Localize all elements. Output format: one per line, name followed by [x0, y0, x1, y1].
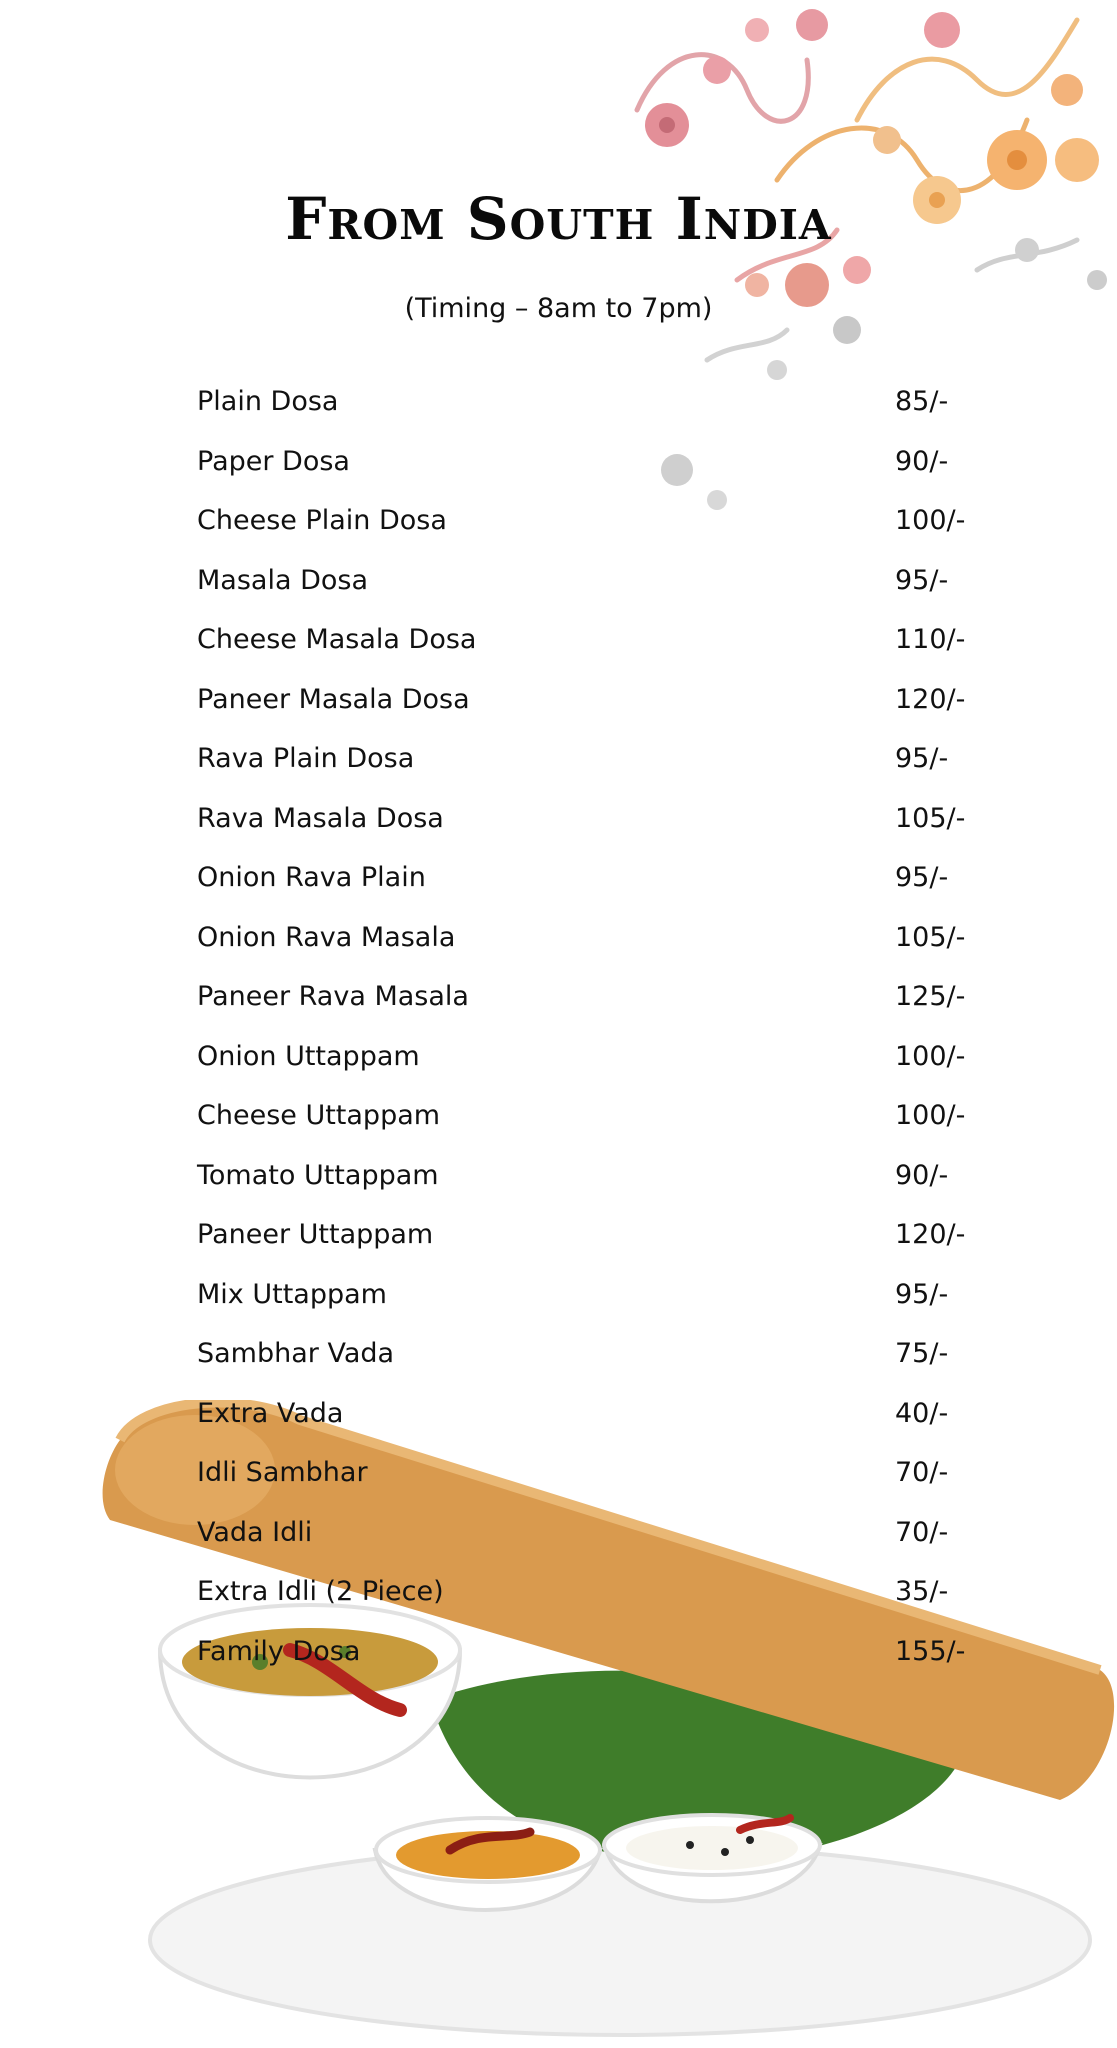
menu-item-name: Plain Dosa: [197, 386, 339, 417]
menu-item-name: Mix Uttappam: [197, 1278, 387, 1310]
menu-item-name: Cheese Uttappam: [197, 1100, 441, 1131]
menu-item-row: [197, 1513, 997, 1573]
menu-item-name: Idli Sambhar: [197, 1457, 368, 1488]
menu-item-price: 90/-: [895, 445, 949, 477]
menu-item-name: Family Dosa: [197, 1635, 361, 1667]
menu-item-price: 105/-: [895, 802, 966, 834]
menu-item-row: [197, 501, 997, 561]
menu-item-price: 110/-: [895, 624, 966, 655]
menu-item-price: 35/-: [895, 1576, 949, 1607]
menu-item-name: Onion Rava Masala: [197, 921, 456, 953]
menu-item-row: [197, 561, 997, 621]
menu-item-row: [197, 1453, 997, 1513]
menu-item-name: Sambhar Vada: [197, 1338, 395, 1369]
menu-item-row: [197, 1275, 997, 1335]
menu-item-row: [197, 1096, 997, 1156]
menu-item-price: 95/-: [895, 743, 949, 774]
menu-item-price: 75/-: [895, 1338, 949, 1369]
menu-item-row: [197, 977, 997, 1037]
menu-item-name: Onion Uttappam: [197, 1040, 420, 1072]
menu-item-name: Paneer Rava Masala: [197, 981, 469, 1012]
menu-item-name: Extra Vada: [197, 1397, 344, 1429]
menu-item-name: Cheese Plain Dosa: [197, 505, 447, 536]
menu-item-name: Paneer Masala Dosa: [197, 683, 470, 715]
menu-item-name: Cheese Masala Dosa: [197, 624, 477, 655]
menu-item-name: Extra Idli (2 Piece): [197, 1576, 444, 1607]
menu-item-row: [197, 858, 997, 918]
menu-item-row: [197, 918, 997, 978]
menu-item-name: Tomato Uttappam: [197, 1159, 439, 1191]
menu-item-row: [197, 739, 997, 799]
menu-title: From South India: [285, 185, 832, 253]
menu-timing: (Timing – 8am to 7pm): [404, 293, 713, 324]
menu-item-name: Masala Dosa: [197, 564, 369, 596]
menu-item-row: [197, 382, 997, 442]
menu-item-row: [197, 1394, 997, 1454]
menu-list: [197, 382, 997, 1691]
menu-item-row: [197, 1572, 997, 1632]
menu-item-price: 125/-: [895, 981, 966, 1012]
menu-item-price: 155/-: [895, 1635, 966, 1667]
menu-item-row: [197, 1037, 997, 1097]
menu-item-price: 95/-: [895, 862, 949, 893]
menu-item-price: 90/-: [895, 1159, 949, 1191]
menu-item-name: Rava Plain Dosa: [197, 743, 415, 774]
menu-item-row: [197, 620, 997, 680]
menu-item-row: [197, 442, 997, 502]
menu-item-price: 120/-: [895, 1219, 966, 1250]
menu-item-row: [197, 799, 997, 859]
menu-item-price: 100/-: [895, 1040, 966, 1072]
menu-item-name: Paper Dosa: [197, 445, 350, 477]
menu-item-name: Rava Masala Dosa: [197, 802, 444, 834]
menu-item-name: Onion Rava Plain: [197, 862, 426, 893]
menu-item-row: [197, 1632, 997, 1692]
menu-item-price: 85/-: [895, 386, 949, 417]
menu-item-price: 120/-: [895, 683, 966, 715]
menu-item-price: 70/-: [895, 1457, 949, 1488]
menu-item-name: Vada Idli: [197, 1516, 313, 1548]
menu-item-row: [197, 1334, 997, 1394]
menu-item-price: 95/-: [895, 564, 949, 596]
menu-item-row: [197, 1215, 997, 1275]
menu-item-price: 105/-: [895, 921, 966, 953]
menu-item-row: [197, 680, 997, 740]
menu-item-price: 40/-: [895, 1397, 949, 1429]
menu-item-price: 95/-: [895, 1278, 949, 1310]
menu-item-row: [197, 1156, 997, 1216]
menu-item-price: 100/-: [895, 1100, 966, 1131]
menu-item-price: 70/-: [895, 1516, 949, 1548]
menu-item-name: Paneer Uttappam: [197, 1219, 434, 1250]
menu-item-price: 100/-: [895, 505, 966, 536]
